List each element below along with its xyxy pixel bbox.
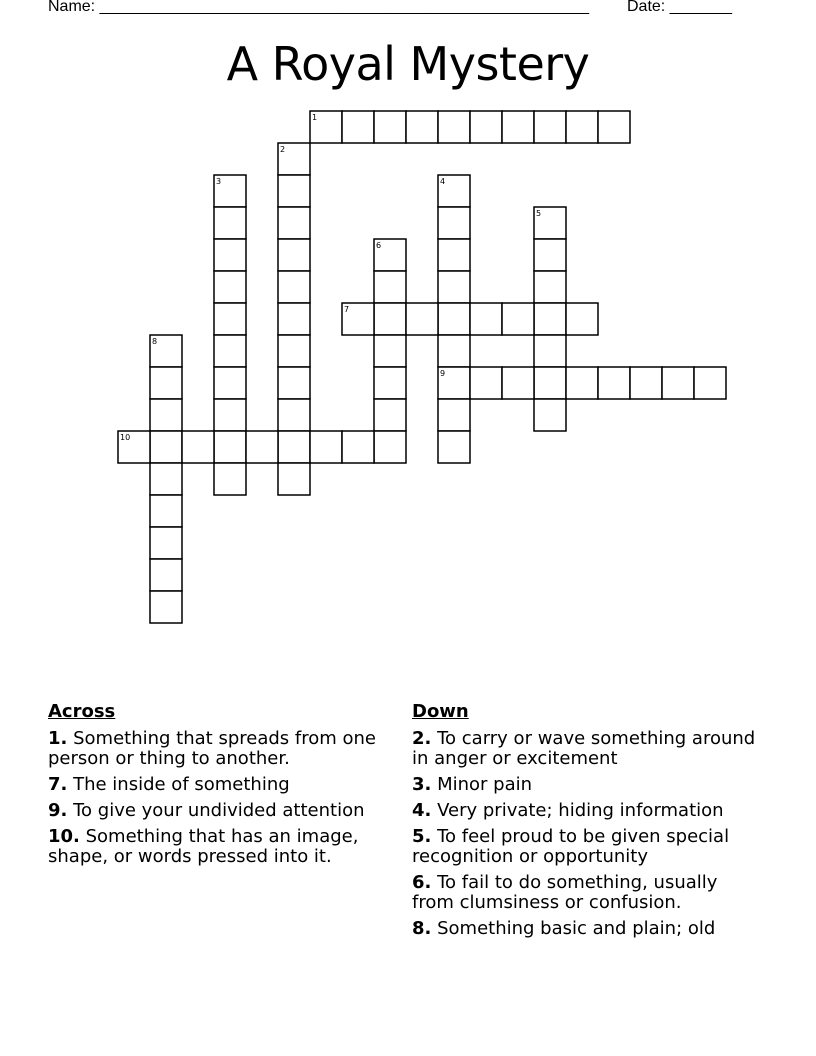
- cell-box[interactable]: [438, 207, 470, 239]
- crossword-cell[interactable]: [438, 239, 470, 271]
- cell-box[interactable]: [534, 239, 566, 271]
- crossword-cell[interactable]: [214, 431, 246, 463]
- across-clue: [48, 729, 393, 769]
- clue-number: 7.: [48, 774, 68, 795]
- clue-text: Something that spreads from one person or thing to another.: [48, 728, 376, 769]
- crossword-cell[interactable]: [278, 463, 310, 495]
- crossword-cell[interactable]: [278, 207, 310, 239]
- cell-box[interactable]: [214, 207, 246, 239]
- clue-number-label: 9: [440, 369, 446, 378]
- crossword-cell[interactable]: [118, 431, 150, 463]
- crossword-cell[interactable]: [278, 335, 310, 367]
- crossword-cell[interactable]: [310, 111, 342, 143]
- crossword-cell[interactable]: [534, 399, 566, 431]
- crossword-cell[interactable]: [342, 431, 374, 463]
- crossword-cell[interactable]: [150, 431, 182, 463]
- cell-box[interactable]: [438, 271, 470, 303]
- cell-box[interactable]: [470, 367, 502, 399]
- crossword-cell[interactable]: [214, 463, 246, 495]
- crossword-cell[interactable]: [438, 367, 470, 399]
- crossword-cell[interactable]: [278, 399, 310, 431]
- crossword-cell[interactable]: [502, 111, 534, 143]
- crossword-cell[interactable]: [598, 367, 630, 399]
- clue-number: 6.: [412, 872, 432, 893]
- clue-text: The inside of something: [67, 774, 290, 795]
- clue-number-label: 8: [152, 337, 158, 346]
- crossword-cell[interactable]: [374, 335, 406, 367]
- date-field-label: Date: _______: [627, 0, 732, 15]
- crossword-cell[interactable]: [406, 111, 438, 143]
- crossword-cell[interactable]: [502, 303, 534, 335]
- crossword-cell[interactable]: [374, 431, 406, 463]
- clue-text: To fail to do something, usually from clumsiness or confusion.: [412, 872, 718, 913]
- cell-box[interactable]: [502, 367, 534, 399]
- cell-box[interactable]: [566, 303, 598, 335]
- down-clue: [412, 873, 757, 913]
- cell-box[interactable]: [374, 399, 406, 431]
- cell-box[interactable]: [534, 271, 566, 303]
- cell-box[interactable]: [278, 367, 310, 399]
- crossword-cell[interactable]: [278, 175, 310, 207]
- clue-text: Something that has an image, shape, or words pressed into it.: [48, 826, 359, 867]
- crossword-cell[interactable]: [342, 303, 374, 335]
- down-clue: [412, 801, 757, 821]
- crossword-cell[interactable]: [374, 239, 406, 271]
- crossword-cell[interactable]: [534, 239, 566, 271]
- cell-box[interactable]: [246, 431, 278, 463]
- crossword-cell[interactable]: [438, 111, 470, 143]
- crossword-cell[interactable]: [470, 367, 502, 399]
- crossword-cell[interactable]: [374, 111, 406, 143]
- crossword-cell[interactable]: [438, 175, 470, 207]
- down-clue: [412, 827, 757, 867]
- crossword-cell[interactable]: [150, 463, 182, 495]
- clue-number-label: 5: [536, 209, 542, 218]
- crossword-cell[interactable]: [214, 399, 246, 431]
- crossword-cell[interactable]: [470, 111, 502, 143]
- cell-box[interactable]: [438, 303, 470, 335]
- cell-box[interactable]: [534, 111, 566, 143]
- crossword-cell[interactable]: [214, 271, 246, 303]
- cell-box[interactable]: [278, 335, 310, 367]
- crossword-cell[interactable]: [310, 431, 342, 463]
- cell-box[interactable]: [534, 367, 566, 399]
- clue-text: Minor pain: [431, 774, 533, 795]
- crossword-cell[interactable]: [438, 303, 470, 335]
- clue-number-label: 4: [440, 177, 446, 186]
- crossword-cell[interactable]: [374, 303, 406, 335]
- cell-box[interactable]: [470, 111, 502, 143]
- crossword-cell[interactable]: [182, 431, 214, 463]
- cell-box[interactable]: [694, 367, 726, 399]
- crossword-cell[interactable]: [278, 271, 310, 303]
- cell-box[interactable]: [278, 463, 310, 495]
- cell-box[interactable]: [278, 175, 310, 207]
- cell-box[interactable]: [598, 367, 630, 399]
- crossword-cell[interactable]: [278, 367, 310, 399]
- cell-box[interactable]: [150, 559, 182, 591]
- cell-box[interactable]: [438, 335, 470, 367]
- crossword-cell[interactable]: [150, 335, 182, 367]
- cell-box[interactable]: [278, 239, 310, 271]
- crossword-cell[interactable]: [438, 335, 470, 367]
- crossword-cell[interactable]: [214, 303, 246, 335]
- crossword-cell[interactable]: [470, 303, 502, 335]
- cell-box[interactable]: [406, 111, 438, 143]
- cell-box[interactable]: [214, 335, 246, 367]
- crossword-cell[interactable]: [150, 591, 182, 623]
- cell-box[interactable]: [502, 111, 534, 143]
- cell-box[interactable]: [566, 111, 598, 143]
- across-clue: [48, 801, 393, 821]
- clue-text: Something basic and plain; old: [431, 918, 716, 939]
- crossword-cell[interactable]: [278, 143, 310, 175]
- clue-text: Very private; hiding information: [431, 800, 724, 821]
- crossword-cell[interactable]: [694, 367, 726, 399]
- crossword-cell[interactable]: [534, 335, 566, 367]
- crossword-cell[interactable]: [374, 399, 406, 431]
- down-clue: [412, 729, 757, 769]
- crossword-cell[interactable]: [150, 495, 182, 527]
- cell-box[interactable]: [438, 111, 470, 143]
- crossword-cell[interactable]: [534, 111, 566, 143]
- cell-box[interactable]: [278, 271, 310, 303]
- crossword-cell[interactable]: [534, 271, 566, 303]
- cell-box[interactable]: [214, 271, 246, 303]
- crossword-cell[interactable]: [534, 207, 566, 239]
- crossword-cell[interactable]: [214, 239, 246, 271]
- name-field-label: Name: _______________________________________________________: [48, 0, 589, 15]
- clue-number-label: 6: [376, 241, 382, 250]
- cell-box[interactable]: [150, 527, 182, 559]
- cell-box[interactable]: [150, 463, 182, 495]
- down-heading: Down: [412, 701, 469, 722]
- cell-box[interactable]: [630, 367, 662, 399]
- crossword-cell[interactable]: [438, 431, 470, 463]
- cell-box[interactable]: [598, 111, 630, 143]
- cell-box[interactable]: [214, 367, 246, 399]
- cell-box[interactable]: [182, 431, 214, 463]
- cell-box[interactable]: [406, 303, 438, 335]
- crossword-cell[interactable]: [374, 367, 406, 399]
- crossword-cell[interactable]: [278, 239, 310, 271]
- clue-number-label: 3: [216, 177, 222, 186]
- clue-number: 3.: [412, 774, 432, 795]
- cell-box[interactable]: [374, 431, 406, 463]
- crossword-cell[interactable]: [214, 175, 246, 207]
- clue-text: To carry or wave something around in anger or excitement: [412, 728, 756, 769]
- across-heading: Across: [48, 701, 116, 722]
- cell-box[interactable]: [566, 367, 598, 399]
- crossword-cell[interactable]: [566, 111, 598, 143]
- puzzle-title: A Royal Mystery: [226, 37, 590, 91]
- crossword-cell[interactable]: [566, 303, 598, 335]
- crossword-cell[interactable]: [438, 207, 470, 239]
- cell-box[interactable]: [534, 303, 566, 335]
- crossword-cell[interactable]: [342, 111, 374, 143]
- clue-text: To give your undivided attention: [67, 800, 365, 821]
- crossword-cell[interactable]: [438, 271, 470, 303]
- cell-box[interactable]: [438, 399, 470, 431]
- cell-box[interactable]: [662, 367, 694, 399]
- cell-box[interactable]: [374, 111, 406, 143]
- across-clue: [48, 827, 393, 867]
- clue-number: 9.: [48, 800, 68, 821]
- down-clues: [412, 701, 757, 945]
- clue-number: 10.: [48, 826, 80, 847]
- cell-box[interactable]: [470, 303, 502, 335]
- down-clue: [412, 919, 757, 939]
- crossword-cell[interactable]: [598, 111, 630, 143]
- cell-box[interactable]: [278, 399, 310, 431]
- cell-box[interactable]: [534, 399, 566, 431]
- crossword-cell[interactable]: [374, 271, 406, 303]
- cell-box[interactable]: [150, 591, 182, 623]
- clue-number-label: 2: [280, 145, 286, 154]
- cell-box[interactable]: [150, 495, 182, 527]
- cell-box[interactable]: [374, 303, 406, 335]
- clue-text: To feel proud to be given special recognition or opportunity: [412, 826, 730, 867]
- crossword-cell[interactable]: [214, 207, 246, 239]
- crossword-cell[interactable]: [246, 431, 278, 463]
- cell-box[interactable]: [438, 239, 470, 271]
- clue-number: 8.: [412, 918, 432, 939]
- cell-box[interactable]: [374, 367, 406, 399]
- cell-box[interactable]: [502, 303, 534, 335]
- cell-box[interactable]: [342, 431, 374, 463]
- crossword-cell[interactable]: [534, 303, 566, 335]
- crossword-cell[interactable]: [630, 367, 662, 399]
- cell-box[interactable]: [278, 303, 310, 335]
- crossword-cell[interactable]: [150, 559, 182, 591]
- crossword-cell[interactable]: [406, 303, 438, 335]
- crossword-cell[interactable]: [662, 367, 694, 399]
- across-clue: [48, 775, 393, 795]
- down-clue: [412, 775, 757, 795]
- crossword-cell[interactable]: [150, 367, 182, 399]
- clue-number-label: 10: [120, 433, 131, 442]
- clue-number: 2.: [412, 728, 432, 749]
- clue-number-label: 7: [344, 305, 350, 314]
- clue-number: 5.: [412, 826, 432, 847]
- cell-box[interactable]: [150, 367, 182, 399]
- crossword-cell[interactable]: [534, 367, 566, 399]
- crossword-cell[interactable]: [438, 399, 470, 431]
- cell-box[interactable]: [374, 271, 406, 303]
- crossword-cell[interactable]: [214, 335, 246, 367]
- crossword-cell[interactable]: [278, 431, 310, 463]
- crossword-cell[interactable]: [150, 527, 182, 559]
- clue-number: 4.: [412, 800, 432, 821]
- cell-box[interactable]: [278, 431, 310, 463]
- clue-number-label: 1: [312, 113, 318, 122]
- crossword-cell[interactable]: [278, 303, 310, 335]
- cell-box[interactable]: [214, 399, 246, 431]
- clue-number: 1.: [48, 728, 68, 749]
- cell-box[interactable]: [534, 335, 566, 367]
- cell-box[interactable]: [214, 303, 246, 335]
- cell-box[interactable]: [374, 335, 406, 367]
- crossword-cell[interactable]: [214, 367, 246, 399]
- crossword-cell[interactable]: [150, 399, 182, 431]
- cell-box[interactable]: [150, 399, 182, 431]
- cell-box[interactable]: [278, 207, 310, 239]
- across-clues: [48, 701, 393, 873]
- cell-box[interactable]: [310, 431, 342, 463]
- cell-box[interactable]: [214, 463, 246, 495]
- cell-box[interactable]: [150, 431, 182, 463]
- crossword-cell[interactable]: [502, 367, 534, 399]
- cell-box[interactable]: [342, 111, 374, 143]
- cell-box[interactable]: [438, 431, 470, 463]
- cell-box[interactable]: [214, 431, 246, 463]
- crossword-cell[interactable]: [566, 367, 598, 399]
- cell-box[interactable]: [214, 239, 246, 271]
